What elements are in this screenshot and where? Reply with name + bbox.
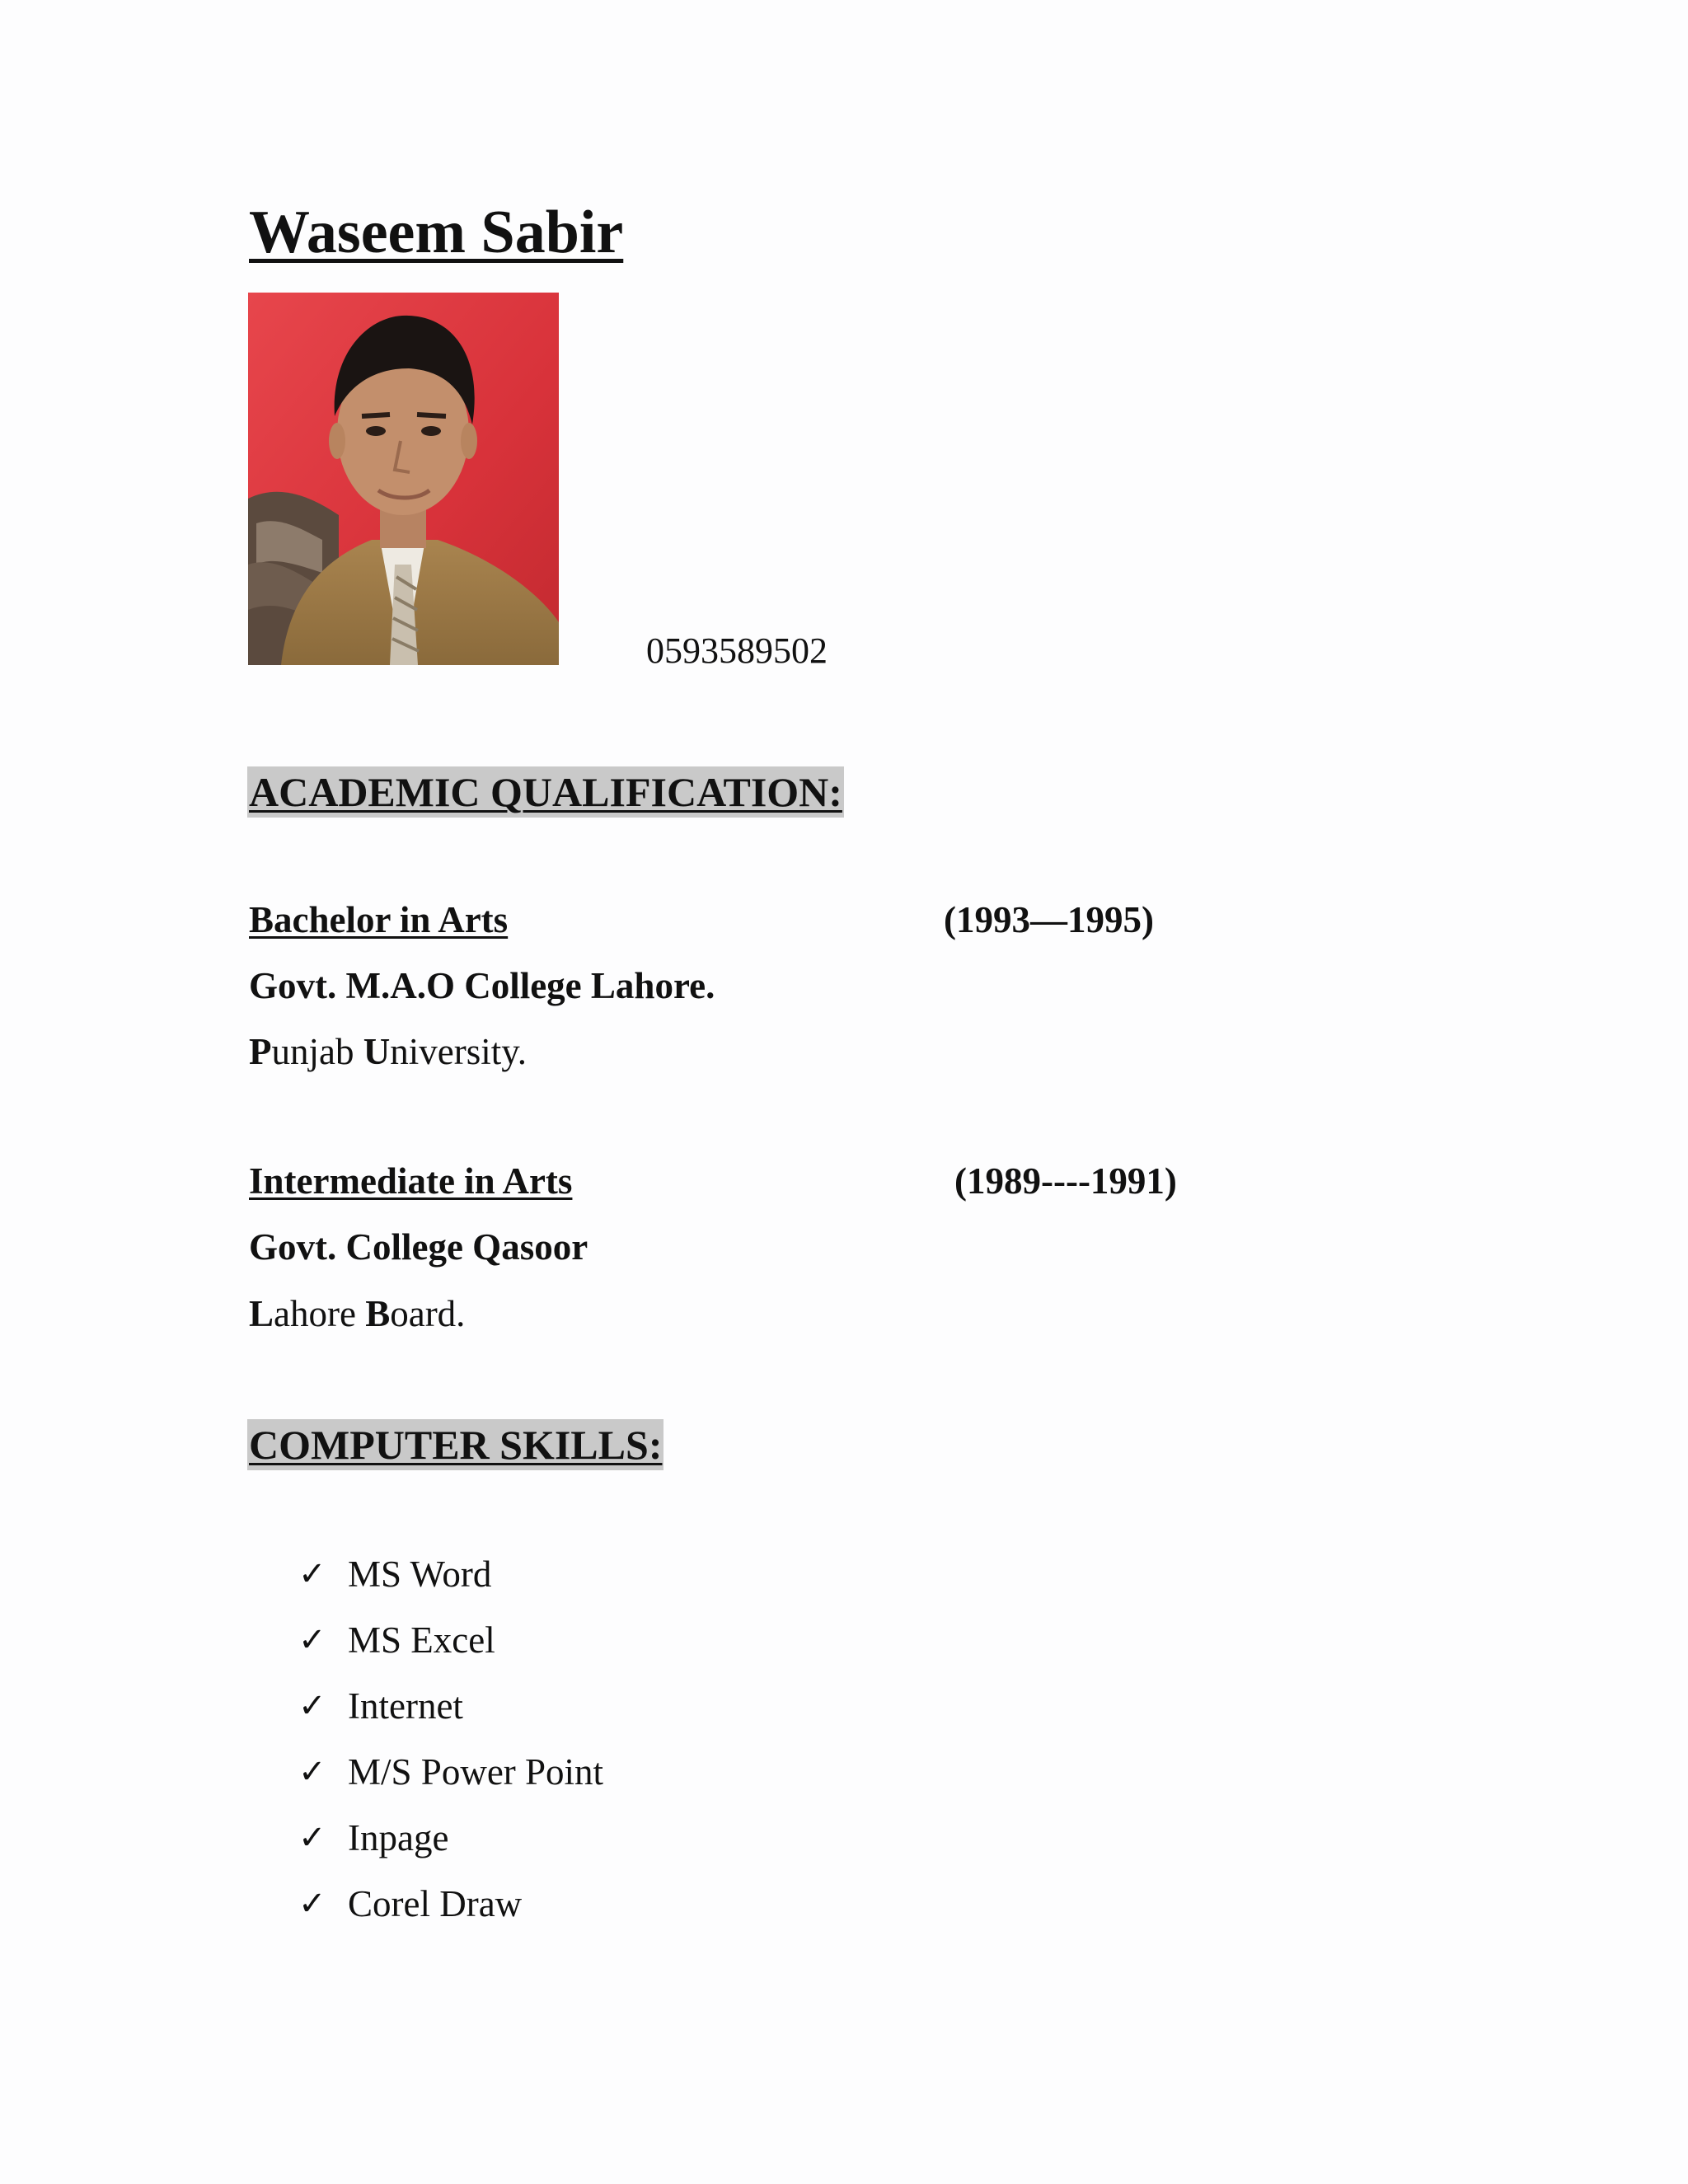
institution-name: Govt. M.A.O College Lahore. [249,965,715,1006]
list-item [298,1813,603,1879]
degree-years: (1989----1991) [954,1160,1177,1202]
check-icon: ✓ [298,1819,326,1857]
candidate-name: Waseem Sabir [249,199,624,266]
profile-photo [248,293,559,665]
check-icon: ✓ [298,1687,326,1725]
check-icon: ✓ [298,1885,326,1923]
board-initial: U [363,1031,391,1072]
skill-label: Inpage [348,1817,449,1858]
board-initial: B [365,1293,391,1334]
check-icon: ✓ [298,1621,326,1659]
list-item [298,1549,603,1615]
list-item [298,1681,603,1747]
skill-label: MS Word [348,1554,492,1595]
list-item [298,1747,603,1813]
board-word: unjab [271,1031,354,1072]
board-word: niversity. [390,1031,528,1072]
institution-name: Govt. College Qasoor [249,1226,588,1268]
degree-title: Intermediate in Arts [249,1160,573,1202]
degree-years: (1993—1995) [944,899,1154,940]
board-word: ahore [274,1293,356,1334]
board-word: oard. [390,1293,466,1334]
list-item [298,1615,603,1681]
skill-label: MS Excel [348,1619,495,1661]
skills-list [298,1549,603,1945]
board-name [249,1292,465,1335]
board-name [249,1030,527,1073]
computer-skills-heading: COMPUTER SKILLS: [247,1419,663,1470]
check-icon: ✓ [298,1753,326,1791]
degree-title: Bachelor in Arts [249,899,509,940]
check-icon: ✓ [298,1555,326,1593]
skill-label: M/S Power Point [348,1751,604,1793]
skill-label: Corel Draw [348,1883,523,1924]
academic-qualification-heading: ACADEMIC QUALIFICATION: [247,766,844,818]
phone-number: 0593589502 [646,630,828,671]
board-initial: L [249,1293,274,1334]
list-item [298,1879,603,1945]
board-initial: P [249,1031,272,1072]
skill-label: Internet [348,1685,463,1727]
